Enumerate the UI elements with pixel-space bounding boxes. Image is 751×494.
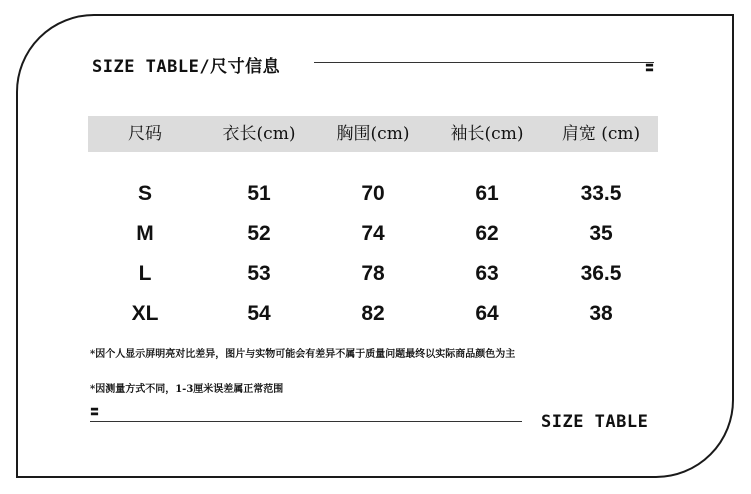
- table-cell: L: [138, 262, 152, 285]
- header-shoulder: 肩宽 (cm): [561, 124, 641, 144]
- table-cell: 52: [247, 222, 271, 245]
- table-cell: XL: [131, 302, 159, 325]
- table-cell: 36.5: [580, 262, 622, 285]
- table-cell: S: [137, 182, 152, 205]
- table-cell: 53: [247, 262, 271, 285]
- table-cell: 62: [475, 222, 499, 245]
- size-table-footer-title: SIZE TABLE: [541, 412, 649, 432]
- rule-start-mark: 〓: [90, 408, 100, 418]
- table-cell: M: [136, 222, 154, 245]
- table-header-row: [88, 116, 658, 152]
- table-cell: 33.5: [580, 182, 622, 205]
- display-difference-note: *因个人显示屏明亮对比差异，图片与实物可能会有差异不属于质量问题最终以实际商品颜色为主: [90, 349, 516, 360]
- table-cell: 63: [475, 262, 499, 285]
- rule-end-mark: 〓: [645, 64, 655, 74]
- table-cell: 70: [361, 182, 385, 205]
- size-table-title: SIZE TABLE/尺寸信息: [92, 57, 281, 77]
- header-length: 衣长(cm): [222, 124, 296, 144]
- table-cell: 61: [475, 182, 499, 205]
- header-chest: 胸围(cm): [336, 124, 410, 144]
- header-size: 尺码: [128, 124, 162, 144]
- table-cell: 35: [589, 222, 613, 245]
- table-cell: 82: [361, 302, 385, 325]
- header-sleeve: 袖长(cm): [450, 124, 524, 144]
- table-cell: 74: [361, 222, 385, 245]
- table-cell: 64: [475, 302, 499, 325]
- table-cell: 78: [361, 262, 385, 285]
- table-cell: 38: [589, 302, 613, 325]
- footer-rule: [90, 421, 522, 422]
- measurement-tolerance-note: *因测量方式不同，1-3厘米误差属正常范围: [90, 384, 284, 395]
- title-rule: [314, 62, 654, 63]
- table-cell: 54: [247, 302, 271, 325]
- table-cell: 51: [247, 182, 271, 205]
